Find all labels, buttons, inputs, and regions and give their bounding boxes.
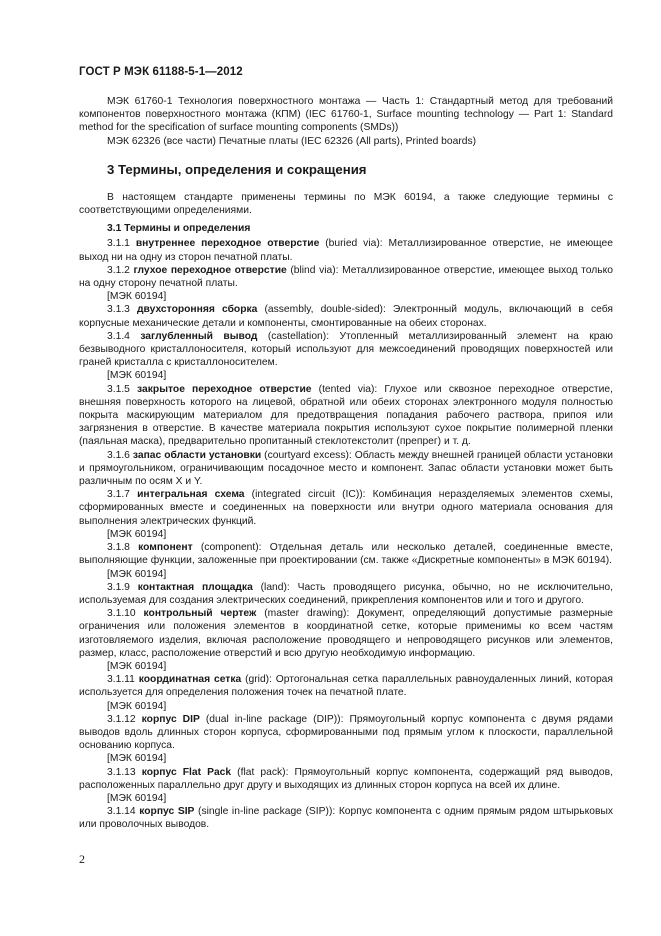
term-name: корпус SIP [139,806,195,818]
term-name: закрытое переходное отверстие [137,383,312,395]
term-definition: (assembly, double-sided): Электронный модуль, включающий в себя корпусные механические детали и компоненты, смонтированные на обеих сторонах. [79,304,613,329]
document-header: ГОСТ Р МЭК 61188-5-1—2012 [79,66,243,78]
source-reference: [МЭК 60194] [107,660,167,672]
intro-paragraph: В настоящем стандарте применены термины по МЭК 60194, а также следующие термины с соответствующими определениями. [79,191,613,217]
term-name: контактная площадка [137,581,253,593]
term-definition: (buried via): Металлизированное отверстие, не имеющее выход ни на одну из сторон печатной платы. [79,238,613,263]
term-name: запас области установки [132,449,262,461]
source-reference: [МЭК 60194] [107,753,167,765]
term-name: корпус DIP [141,713,200,725]
term-name: контрольный чертеж [143,608,257,620]
term-number: 3.1.11 [107,674,135,686]
term-name: глухое переходное отверстие [133,264,287,276]
term-number: 3.1.12 [107,713,136,725]
term-number: 3.1.13 [107,766,136,778]
term-entry [79,607,613,660]
term-number: 3.1.7 [107,489,130,501]
term-number: 3.1.6 [107,449,130,461]
source-reference: [МЭК 60194] [107,792,167,804]
normative-reference: МЭК 61760-1 Технология поверхностного монтажа — Часть 1: Стандартный метод для требований компонентов поверхностного монтажа (КПМ) (IEC 61760-1, Surface mounting technology — Part 1: Standard method for the specification of surface mounting components (SMDs)) [79,96,613,134]
term-number: 3.1.8 [107,542,130,554]
term-name: компонент [138,542,193,554]
term-definition: (grid): Ортогональная сетка параллельных равноудаленных линий, которая используется для определения положения точек на печатной плате. [79,674,613,699]
term-number: 3.1.4 [107,330,130,342]
term-name: интегральная схема [137,489,245,501]
term-entry [79,237,613,263]
term-number: 3.1.5 [107,383,130,395]
term-definition: (component): Отдельная деталь или несколько деталей, соединенные вместе, выполняющие функции, заложенные при проектировании (см. также «Дискретные компоненты» в МЭК 60194). [79,542,613,567]
term-entry [79,264,613,290]
term-entry [79,581,613,607]
term-definition: (dual in-line package (DIP)): Прямоугольный корпус компонента с двумя рядами выводов вдоль длинных сторон корпуса, сформированными под прямым углом к плоскости, параллельной основанию корпуса. [79,713,613,752]
term-definition: (castellation): Утопленный металлизированный элемент на краю безвыводного кристаллоносителя, который используют для межсоединений проводящих поверхностей или граней кристалла с кристаллоносителем. [79,330,613,369]
term-number: 3.1.1 [107,238,130,250]
source-reference: [МЭК 60194] [107,568,167,580]
term-name: двухсторонняя сборка [137,304,258,316]
term-name: корпус Flat Pack [141,766,232,778]
term-definition: (single in-line package (SIP)): Корпус компонента с одним прямым рядом штырьковых или проволочных выводов. [79,806,613,831]
term-name: координатная сетка [138,674,242,686]
term-definition: (integrated circuit (IC)): Комбинация неразделяемых элементов схемы, сформированных вместе и соединенных на поверхности или внутри одного материала основания для выполнения электрических функций. [79,489,613,527]
term-definition: (flat pack): Прямоугольный корпус компонента, содержащий ряд выводов, расположенных параллельно друг другу и выходящих из длинных сторон корпуса на всей их длине. [79,766,613,791]
source-reference: [МЭК 60194] [107,370,167,382]
term-definition: (tented via): Глухое или сквозное переходное отверстие, внешняя поверхность которого на лицевой, обратной или обеих сторонах электронного модуля полностью покрыта маскирующим материалом для предотвращения попадания рабочего раствора, припоя или загрязнения в отверстие. В качестве материала покрытия используют сухое покрытие полимерной пленки (паяльная маска), предварительно пропитанный стеклотекстолит (препрег) и т. д. [79,383,613,448]
term-name: внутреннее переходное отверстие [135,238,320,250]
term-number: 3.1.14 [107,806,136,818]
section-title: 3 Термины, определения и сокращения [107,161,367,177]
source-reference: [МЭК 60194] [107,700,167,712]
term-definition: (blind via): Металлизированное отверстие, имеющее выход только на одну сторону печатной платы. [79,264,613,290]
term-definition: (courtyard excess): Область между внешней границей области установки и прямоугольником, ограничивающим посадочное место и компонент. Запас области установки может быть различным по осям X и Y. [79,449,613,488]
term-definition: (master drawing): Документ, определяющий допустимые размерные ограничения или положения элементов в координатной сетке, которые применимы ко всем частям изготовляемого изделия, включая расположение проводящего и непроводящего рисунков или элементов, размер, класс, расположение отверстий и всю другую необходимую информацию. [79,608,613,659]
term-entry [79,488,613,528]
term-entry [79,383,613,449]
page-number: 2 [79,852,85,866]
term-number: 3.1.9 [107,581,130,593]
term-entry [79,541,613,567]
normative-reference: МЭК 62326 (все части) Печатные платы (IEC 62326 (All parts), Printed boards) [107,135,477,147]
term-entry [79,766,613,792]
document-body [79,95,613,832]
term-number: 3.1.3 [107,304,130,316]
source-reference: [МЭК 60194] [107,528,167,540]
term-entry [79,449,613,489]
term-number: 3.1.2 [107,264,130,276]
term-entry [79,303,613,329]
term-entry [79,713,613,753]
term-entry [79,330,613,370]
term-definition: (land): Часть проводящего рисунка, обычно, но не исключительно, используемая для создания электрических соединений, прикрепления компонентов или и того и другого. [79,581,613,606]
term-entry [79,805,613,831]
term-name: заглубленный вывод [140,330,258,342]
term-number: 3.1.10 [107,608,136,620]
term-entry [79,673,613,699]
subsection-title: 3.1 Термины и определения [107,223,251,235]
source-reference: [МЭК 60194] [107,291,167,303]
